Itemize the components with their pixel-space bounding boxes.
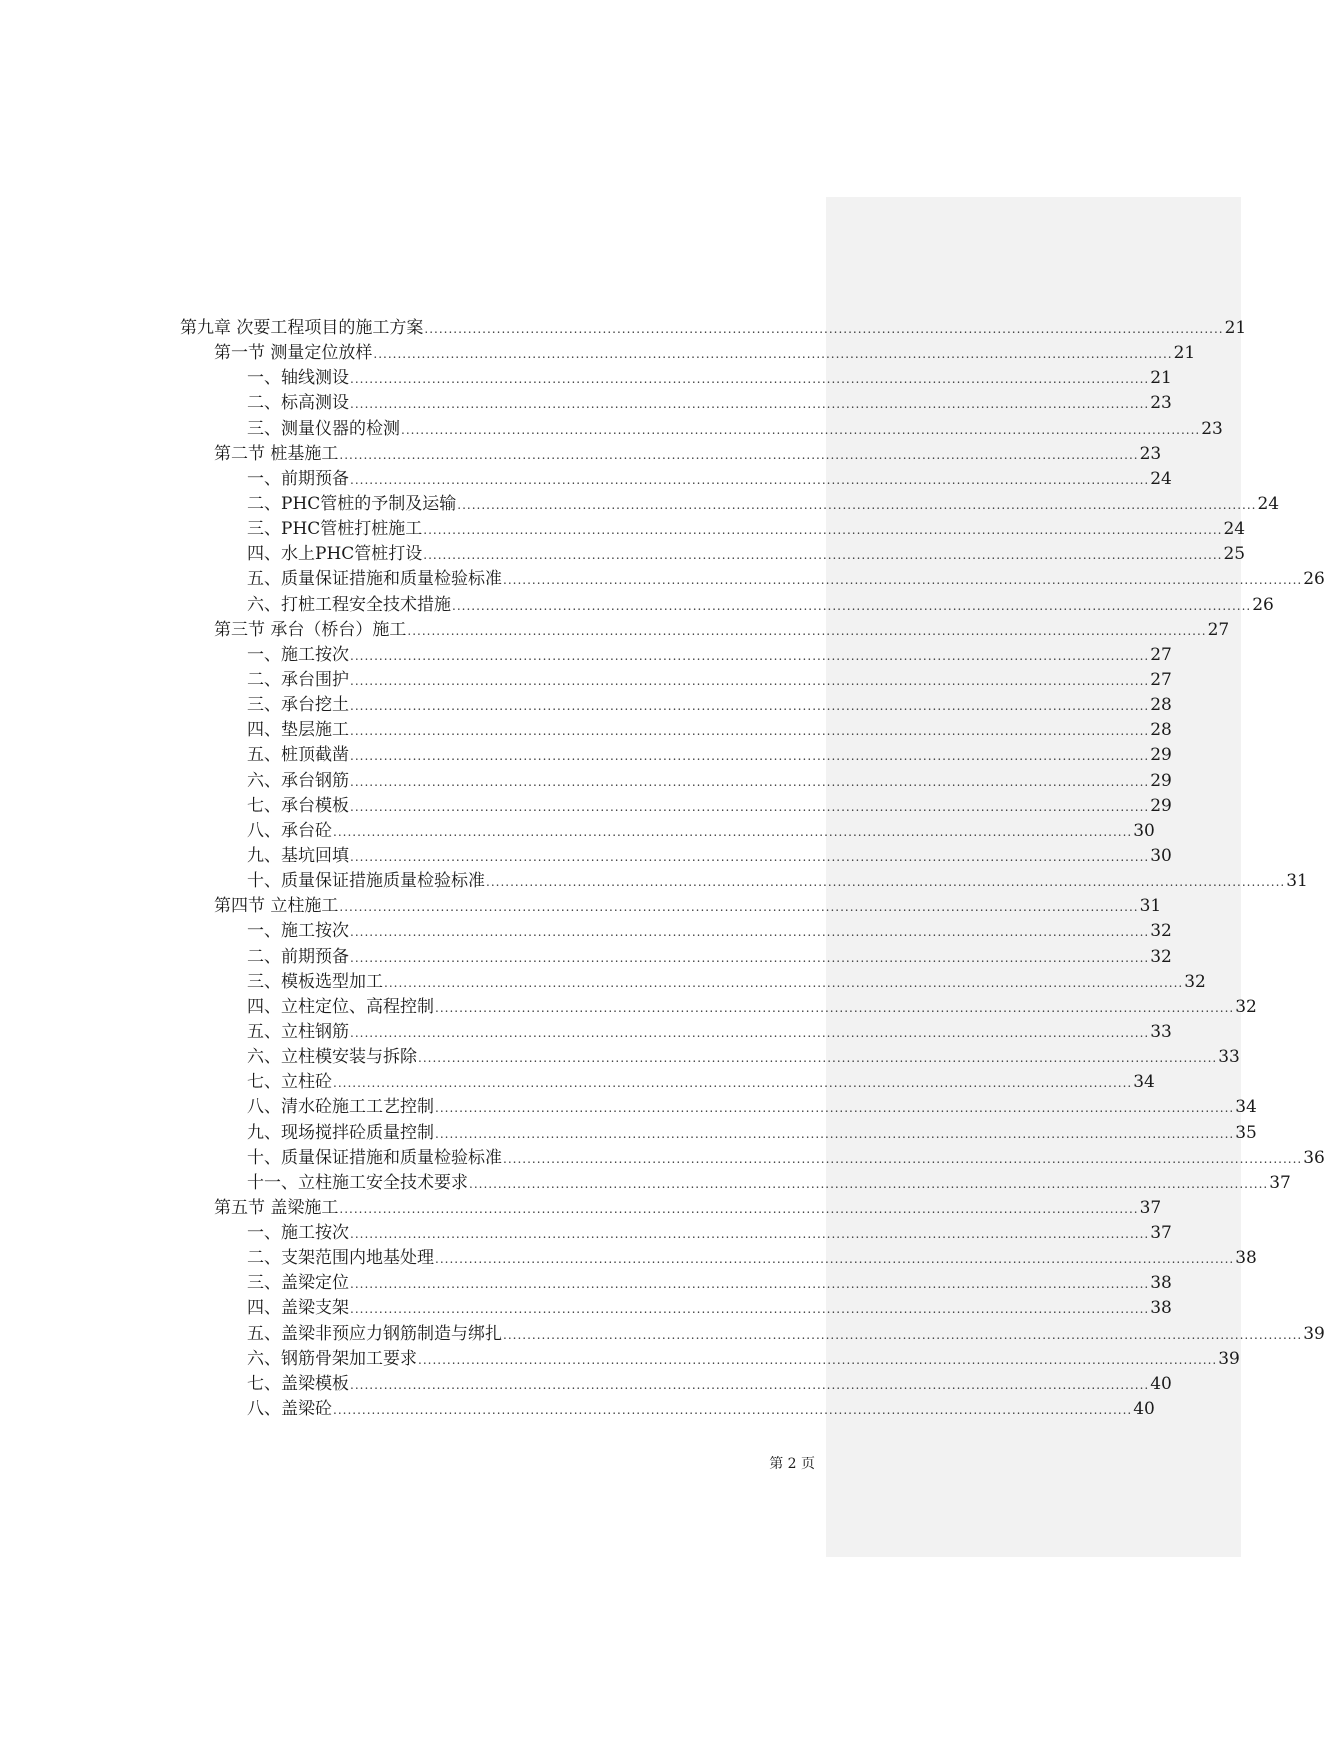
toc-subsection-entry[interactable] — [180, 869, 1308, 894]
toc-entry-title: 第二节 桩基施工 — [214, 443, 339, 464]
toc-dot-leader: ...................................................................................................................................................................... — [503, 1151, 1303, 1166]
toc-dot-leader: ...................................................................................................................................................................... — [350, 673, 1150, 688]
toc-entry-title: 立柱模安装与拆除 — [281, 1047, 417, 1068]
toc-page-number: 29 — [1150, 770, 1172, 791]
toc-dot-leader: ...................................................................................................................................................................... — [339, 900, 1139, 915]
toc-entry-title: 清水砼施工工艺控制 — [281, 1097, 434, 1118]
toc-subsection-entry[interactable] — [180, 1171, 1291, 1196]
toc-dot-leader: ...................................................................................................................................................................... — [350, 1227, 1150, 1242]
toc-subsection-entry[interactable] — [180, 1397, 1155, 1422]
toc-entry-number: 八、 — [247, 1097, 281, 1118]
toc-entry-title: 现场搅拌砼质量控制 — [281, 1122, 434, 1143]
toc-page-number: 30 — [1150, 845, 1172, 866]
toc-dot-leader: ...................................................................................................................................................................... — [350, 1302, 1150, 1317]
toc-dot-leader: ...................................................................................................................................................................... — [435, 1126, 1235, 1141]
toc-entry-title: 质量保证措施和质量检验标准 — [281, 569, 502, 590]
toc-subsection-entry[interactable] — [180, 1070, 1155, 1095]
toc-subsection-entry[interactable] — [180, 945, 1172, 970]
toc-dot-leader: ...................................................................................................................................................................... — [469, 1176, 1269, 1191]
toc-entry-title: 模板选型加工 — [281, 971, 383, 992]
toc-entry-title: 垫层施工 — [281, 720, 349, 741]
toc-page-number: 25 — [1223, 544, 1246, 565]
toc-entry-number: 三、 — [247, 695, 281, 716]
toc-page-number: 28 — [1150, 695, 1172, 716]
toc-dot-leader: ...................................................................................................................................................................... — [423, 548, 1223, 563]
toc-entry-number: 六、 — [247, 594, 281, 615]
toc-page-number: 31 — [1286, 871, 1308, 892]
toc-page-number: 23 — [1201, 418, 1223, 439]
toc-dot-leader: ...................................................................................................................................................................... — [423, 523, 1223, 538]
toc-dot-leader: ...................................................................................................................................................................... — [333, 1403, 1133, 1418]
toc-entry-title: 盖梁定位 — [281, 1273, 349, 1294]
toc-page-number: 24 — [1257, 493, 1280, 514]
toc-page-number: 33 — [1218, 1047, 1240, 1068]
toc-subsection-entry[interactable] — [180, 542, 1246, 567]
toc-section-entry[interactable] — [180, 442, 1162, 467]
toc-entry-number: 二、 — [247, 946, 281, 967]
toc-subsection-entry[interactable] — [180, 593, 1274, 618]
toc-entry-number: 二、 — [247, 1248, 281, 1269]
toc-page-number: 32 — [1184, 971, 1206, 992]
toc-subsection-entry[interactable] — [180, 819, 1155, 844]
toc-subsection-entry[interactable] — [180, 643, 1172, 668]
page-number-footer: 第 2 页 — [769, 1456, 815, 1472]
toc-subsection-entry[interactable] — [180, 517, 1246, 542]
toc-entry-title: 第九章 次要工程项目的施工方案 — [180, 318, 424, 338]
toc-dot-leader: ...................................................................................................................................................................... — [418, 1051, 1218, 1066]
toc-entry-number: 七、 — [247, 795, 281, 816]
toc-entry-title: PHC管桩打桩施工 — [281, 519, 423, 540]
toc-subsection-entry[interactable] — [180, 1246, 1257, 1271]
toc-entry-number: 八、 — [247, 1399, 281, 1420]
toc-dot-leader: ...................................................................................................................................................................... — [350, 699, 1150, 714]
toc-page-number: 21 — [1224, 318, 1247, 338]
toc-entry-title: 钢筋骨架加工要求 — [281, 1348, 417, 1369]
toc-dot-leader: ...................................................................................................................................................................... — [435, 1000, 1235, 1015]
toc-page-number: 40 — [1150, 1373, 1172, 1394]
toc-page-number: 29 — [1150, 795, 1172, 816]
toc-dot-leader: ...................................................................................................................................................................... — [350, 1025, 1150, 1040]
toc-entry-title: 水上PHC管桩打设 — [281, 544, 423, 565]
toc-page-number: 28 — [1150, 720, 1172, 741]
toc-entry-number: 一、 — [247, 368, 281, 389]
toc-dot-leader: ...................................................................................................................................................................... — [452, 598, 1252, 613]
toc-subsection-entry[interactable] — [180, 1146, 1325, 1171]
toc-entry-number: 二、 — [247, 493, 281, 514]
toc-dot-leader: ...................................................................................................................................................................... — [350, 724, 1150, 739]
toc-entry-number: 四、 — [247, 1298, 281, 1319]
toc-page-number: 40 — [1133, 1399, 1155, 1420]
toc-subsection-entry[interactable] — [180, 668, 1172, 693]
toc-entry-number: 七、 — [247, 1072, 281, 1093]
toc-dot-leader: ...................................................................................................................................................................... — [350, 648, 1150, 663]
toc-dot-leader: ...................................................................................................................................................................... — [503, 1327, 1303, 1342]
toc-subsection-entry[interactable] — [180, 1271, 1172, 1296]
toc-subsection-entry[interactable] — [180, 995, 1257, 1020]
toc-subsection-entry[interactable] — [180, 1347, 1240, 1372]
toc-dot-leader: ...................................................................................................................................................................... — [401, 422, 1201, 437]
toc-entry-number: 六、 — [247, 1348, 281, 1369]
toc-entry-number: 五、 — [247, 1021, 281, 1042]
toc-entry-title: 承台挖土 — [281, 695, 349, 716]
toc-dot-leader: ...................................................................................................................................................................... — [424, 322, 1224, 336]
toc-entry-title: PHC管桩的予制及运输 — [281, 493, 457, 514]
toc-entry-title: 前期预备 — [281, 946, 349, 967]
toc-entry-title: 桩顶截凿 — [281, 745, 349, 766]
toc-subsection-entry[interactable] — [180, 1095, 1257, 1120]
toc-page-number: 27 — [1150, 669, 1172, 690]
toc-entry-title: 立柱砼 — [281, 1072, 332, 1093]
toc-entry-title: 基坑回填 — [281, 845, 349, 866]
toc-page-number: 34 — [1133, 1072, 1155, 1093]
toc-entry-title: 打桩工程安全技术措施 — [281, 594, 451, 615]
toc-dot-leader: ...................................................................................................................................................................... — [384, 975, 1184, 990]
toc-entry-number: 十一、 — [247, 1172, 298, 1193]
toc-entry-title: 盖梁支架 — [281, 1298, 349, 1319]
toc-entry-number: 十、 — [247, 1147, 281, 1168]
toc-page-number: 38 — [1150, 1298, 1172, 1319]
toc-dot-leader: ...................................................................................................................................................................... — [486, 875, 1286, 890]
toc-entry-title: 测量仪器的检测 — [281, 418, 400, 439]
toc-page-number: 39 — [1303, 1323, 1325, 1344]
toc-entry-title: 盖梁模板 — [281, 1373, 349, 1394]
toc-entry-title: 施工按次 — [281, 644, 349, 665]
toc-subsection-entry[interactable] — [180, 1372, 1172, 1397]
toc-subsection-entry[interactable] — [180, 1121, 1257, 1146]
toc-dot-leader: ...................................................................................................................................................................... — [350, 1377, 1150, 1392]
toc-subsection-entry[interactable] — [180, 844, 1172, 869]
toc-dot-leader: ...................................................................................................................................................................... — [339, 447, 1139, 462]
toc-entry-number: 一、 — [247, 644, 281, 665]
toc-dot-leader: ...................................................................................................................................................................... — [350, 1277, 1150, 1292]
toc-entry-title: 承台围护 — [281, 669, 349, 690]
toc-dot-leader: ...................................................................................................................................................................... — [350, 472, 1150, 487]
toc-page-number: 27 — [1150, 644, 1172, 665]
toc-page-number: 26 — [1252, 594, 1274, 615]
toc-entry-number: 八、 — [247, 820, 281, 841]
toc-section-entry[interactable] — [180, 618, 1230, 643]
toc-dot-leader: ...................................................................................................................................................................... — [435, 1101, 1235, 1116]
toc-page-number: 36 — [1303, 1147, 1325, 1168]
toc-subsection-entry[interactable] — [180, 567, 1325, 592]
toc-entry-title: 轴线测设 — [281, 368, 349, 389]
toc-entry-title: 第三节 承台（桥台）施工 — [214, 619, 407, 640]
toc-entry-title: 第四节 立柱施工 — [214, 896, 339, 917]
toc-dot-leader: ...................................................................................................................................................................... — [350, 749, 1150, 764]
toc-entry-number: 一、 — [247, 921, 281, 942]
toc-dot-leader: ...................................................................................................................................................................... — [503, 573, 1303, 588]
toc-entry-title: 立柱施工安全技术要求 — [298, 1172, 468, 1193]
toc-dot-leader: ...................................................................................................................................................................... — [457, 497, 1257, 512]
toc-entry-number: 六、 — [247, 770, 281, 791]
toc-subsection-entry[interactable] — [180, 1322, 1325, 1347]
toc-page-number: 37 — [1269, 1172, 1291, 1193]
toc-entry-title: 盖梁非预应力钢筋制造与绑扎 — [281, 1323, 502, 1344]
toc-entry-title: 支架范围内地基处理 — [281, 1248, 434, 1269]
toc-page-number: 23 — [1150, 393, 1172, 414]
toc-dot-leader: ...................................................................................................................................................................... — [350, 849, 1150, 864]
toc-entry-number: 六、 — [247, 1047, 281, 1068]
toc-dot-leader: ...................................................................................................................................................................... — [407, 623, 1207, 638]
toc-subsection-entry[interactable] — [180, 919, 1172, 944]
toc-page-number: 32 — [1150, 946, 1172, 967]
toc-page-number: 21 — [1150, 368, 1172, 389]
toc-entry-number: 九、 — [247, 845, 281, 866]
toc-section-entry[interactable] — [180, 894, 1162, 919]
toc-entry-title: 承台模板 — [281, 795, 349, 816]
table-of-contents — [180, 316, 1325, 1422]
toc-dot-leader: ...................................................................................................................................................................... — [373, 347, 1173, 362]
toc-subsection-entry[interactable] — [180, 970, 1206, 995]
toc-subsection-entry[interactable] — [180, 743, 1172, 768]
toc-subsection-entry[interactable] — [180, 1221, 1172, 1246]
toc-entry-number: 三、 — [247, 1273, 281, 1294]
toc-dot-leader: ...................................................................................................................................................................... — [418, 1352, 1218, 1367]
toc-entry-number: 四、 — [247, 720, 281, 741]
toc-dot-leader: ...................................................................................................................................................................... — [339, 1201, 1139, 1216]
toc-entry-number: 二、 — [247, 669, 281, 690]
toc-entry-title: 标高测设 — [281, 393, 349, 414]
toc-entry-number: 五、 — [247, 745, 281, 766]
toc-page-number: 34 — [1235, 1097, 1257, 1118]
toc-subsection-entry[interactable] — [180, 492, 1280, 517]
toc-dot-leader: ...................................................................................................................................................................... — [435, 1252, 1235, 1267]
toc-dot-leader: ...................................................................................................................................................................... — [350, 925, 1150, 940]
toc-entry-number: 三、 — [247, 519, 281, 540]
toc-dot-leader: ...................................................................................................................................................................... — [350, 397, 1150, 412]
toc-dot-leader: ...................................................................................................................................................................... — [350, 372, 1150, 387]
toc-page-number: 38 — [1235, 1248, 1257, 1269]
toc-page-number: 37 — [1139, 1197, 1162, 1218]
toc-subsection-entry[interactable] — [180, 391, 1172, 416]
toc-page-number: 38 — [1150, 1273, 1172, 1294]
toc-entry-number: 三、 — [247, 971, 281, 992]
toc-page-number: 27 — [1207, 619, 1230, 640]
toc-entry-number: 二、 — [247, 393, 281, 414]
toc-page-number: 26 — [1303, 569, 1325, 590]
toc-page-number: 21 — [1173, 343, 1196, 364]
toc-entry-title: 施工按次 — [281, 1223, 349, 1244]
toc-dot-leader: ...................................................................................................................................................................... — [350, 799, 1150, 814]
toc-page-number: 24 — [1150, 468, 1172, 489]
toc-dot-leader: ...................................................................................................................................................................... — [350, 774, 1150, 789]
toc-entry-title: 质量保证措施和质量检验标准 — [281, 1147, 502, 1168]
toc-entry-title: 立柱定位、高程控制 — [281, 996, 434, 1017]
toc-page-number: 32 — [1150, 921, 1172, 942]
toc-subsection-entry[interactable] — [180, 467, 1172, 492]
toc-chapter-entry[interactable] — [180, 316, 1247, 341]
toc-entry-number: 一、 — [247, 1223, 281, 1244]
toc-entry-title: 承台砼 — [281, 820, 332, 841]
toc-entry-number: 七、 — [247, 1373, 281, 1394]
toc-subsection-entry[interactable] — [180, 417, 1223, 442]
toc-entry-title: 质量保证措施质量检验标准 — [281, 871, 485, 892]
toc-subsection-entry[interactable] — [180, 794, 1172, 819]
toc-entry-title: 第五节 盖梁施工 — [214, 1197, 339, 1218]
toc-page-number: 24 — [1223, 519, 1246, 540]
toc-page-number: 37 — [1150, 1223, 1172, 1244]
toc-page-number: 29 — [1150, 745, 1172, 766]
toc-dot-leader: ...................................................................................................................................................................... — [333, 824, 1133, 839]
toc-page-number: 35 — [1235, 1122, 1257, 1143]
toc-entry-number: 五、 — [247, 569, 281, 590]
toc-entry-title: 前期预备 — [281, 468, 349, 489]
toc-entry-number: 四、 — [247, 996, 281, 1017]
toc-section-entry[interactable] — [180, 341, 1196, 366]
toc-subsection-entry[interactable] — [180, 366, 1172, 391]
toc-entry-number: 三、 — [247, 418, 281, 439]
toc-entry-title: 立柱钢筋 — [281, 1021, 349, 1042]
toc-subsection-entry[interactable] — [180, 718, 1172, 743]
toc-page-number: 23 — [1139, 443, 1162, 464]
toc-subsection-entry[interactable] — [180, 1296, 1172, 1321]
toc-page-number: 39 — [1218, 1348, 1240, 1369]
toc-page-number: 30 — [1133, 820, 1155, 841]
toc-page-number: 33 — [1150, 1021, 1172, 1042]
toc-entry-title: 施工按次 — [281, 921, 349, 942]
toc-entry-title: 第一节 测量定位放样 — [214, 343, 373, 364]
toc-entry-number: 五、 — [247, 1323, 281, 1344]
toc-subsection-entry[interactable] — [180, 1045, 1240, 1070]
toc-section-entry[interactable] — [180, 1196, 1162, 1221]
toc-subsection-entry[interactable] — [180, 1020, 1172, 1045]
toc-entry-number: 十、 — [247, 871, 281, 892]
toc-dot-leader: ...................................................................................................................................................................... — [333, 1076, 1133, 1091]
toc-entry-title: 承台钢筋 — [281, 770, 349, 791]
toc-dot-leader: ...................................................................................................................................................................... — [350, 950, 1150, 965]
toc-entry-number: 一、 — [247, 468, 281, 489]
toc-page-number: 32 — [1235, 996, 1257, 1017]
toc-subsection-entry[interactable] — [180, 693, 1172, 718]
toc-entry-number: 四、 — [247, 544, 281, 565]
toc-entry-title: 盖梁砼 — [281, 1399, 332, 1420]
toc-page-number: 31 — [1139, 896, 1162, 917]
toc-entry-number: 九、 — [247, 1122, 281, 1143]
toc-subsection-entry[interactable] — [180, 769, 1172, 794]
